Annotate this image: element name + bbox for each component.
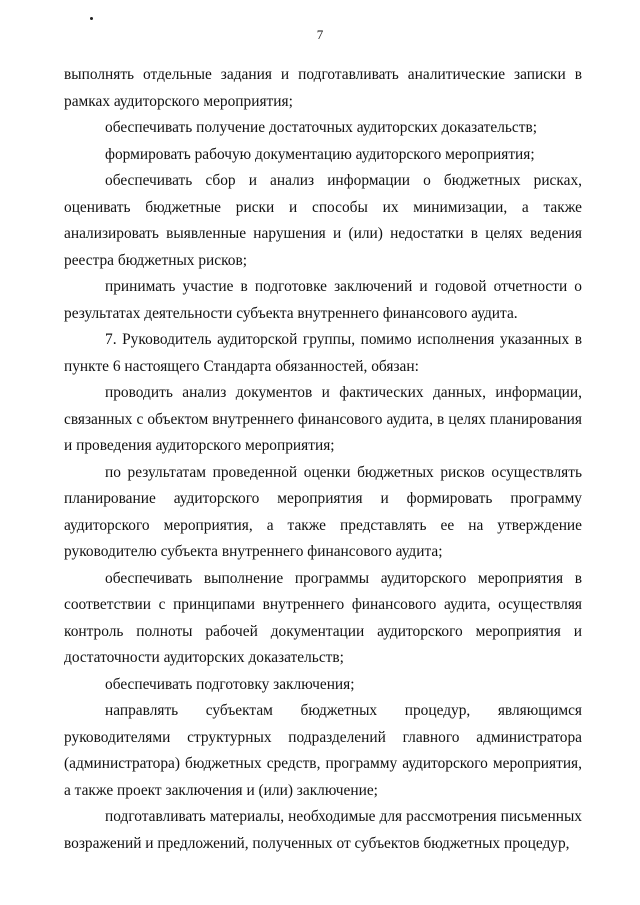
paragraph-6: 7. Руководитель аудиторской группы, помимо исполнения указанных в пункте 6 настоящего Стандарта обязанностей, обязан:: [64, 331, 582, 375]
paragraph-9: обеспечивать выполнение программы аудиторского мероприятия в соответствии с принципами внутреннего финансового аудита, осуществляя контроль полноты рабочей документации аудиторского мероприятия и достаточности аудиторских доказательств;: [64, 569, 582, 666]
paragraph-11: направлять субъектам бюджетных процедур, являющимся руководителями структурных подразделений главного администратора (администратора) бюджетных средств, программу аудиторского мероприятия, а также проект заключения и (или) заключение;: [64, 702, 582, 799]
paragraph-7: проводить анализ документов и фактических данных, информации, связанных с объектом внутреннего финансового аудита, в целях планирования и проведения аудиторского мероприятия;: [64, 384, 582, 454]
paragraph-1: выполнять отдельные задания и подготавливать аналитические записки в рамках аудиторского мероприятия;: [64, 66, 582, 110]
paragraph-2: обеспечивать получение достаточных аудиторских доказательств;: [105, 119, 538, 136]
document-body: [64, 62, 582, 857]
paragraph-3: формировать рабочую документацию аудиторского мероприятия;: [105, 145, 535, 163]
paragraph-10: обеспечивать подготовку заключения;: [105, 675, 355, 693]
paragraph-4: обеспечивать сбор и анализ информации о бюджетных рисках, оценивать бюджетные риски и способы их минимизации, а также анализировать выявленные нарушения и (или) недостатки в целях ведения реестра бюджетных рисков;: [64, 172, 582, 269]
paragraph-5: принимать участие в подготовке заключений и годовой отчетности о результатах деятельности субъекта внутреннего финансового аудита.: [64, 278, 582, 322]
scan-mark: [90, 17, 93, 20]
page-number: 7: [316, 27, 324, 42]
paragraph-12: подготавливать материалы, необходимые для рассмотрения письменных возражений и предложений, полученных от субъектов бюджетных процедур,: [64, 808, 582, 852]
paragraph-8: по результатам проведенной оценки бюджетных рисков осуществлять планирование аудиторского мероприятия и формировать программу аудиторского мероприятия, а также представлять ее на утверждение руководителю субъекта внутреннего финансового аудита;: [64, 463, 582, 560]
